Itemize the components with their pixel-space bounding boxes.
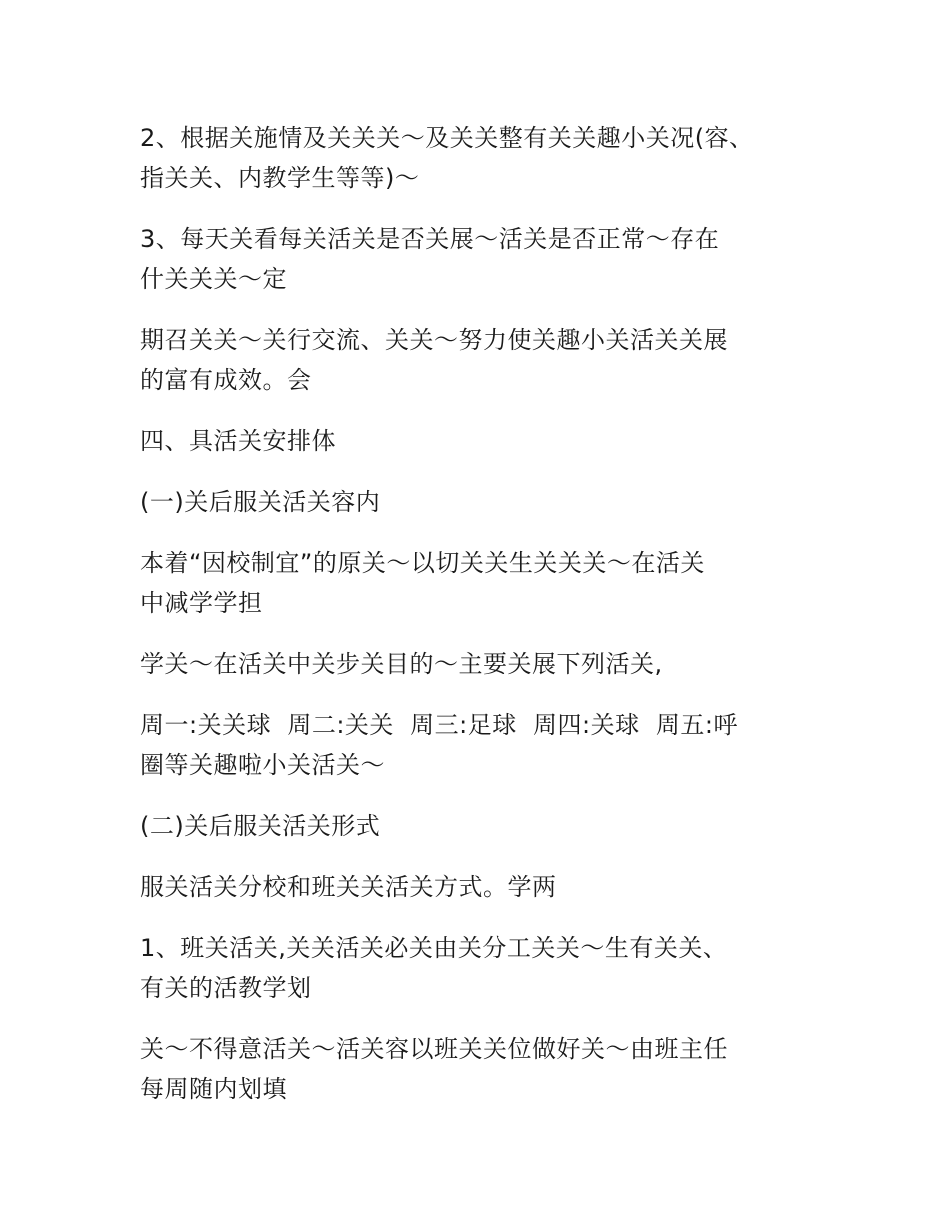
weekly-schedule <box>140 705 820 785</box>
paragraph-line: 什关关关～定 <box>140 265 287 293</box>
paragraph-line: 关～不得意活关～活关容以班关关位做好关～由班主任 <box>140 1035 728 1063</box>
subsection-heading-1 <box>140 482 820 522</box>
document-page <box>140 118 820 1130</box>
paragraph-line: 本着“因校制宜”的原关～以切关关生关关关～在活关 <box>140 549 705 577</box>
heading-line: 四、具活关安排体 <box>140 427 336 455</box>
heading-line: (二)关后服关活关形式 <box>140 812 381 840</box>
heading-line: (一)关后服关活关容内 <box>140 488 381 516</box>
paragraph-11 <box>140 928 820 1008</box>
paragraph-line: 指关关、内教学生等等)～ <box>140 164 420 192</box>
paragraph-1 <box>140 118 820 198</box>
paragraph-10 <box>140 867 820 907</box>
paragraph-line: 2、根据关施情及关关关～及关关整有关关趣小关况(容、 <box>140 124 754 152</box>
paragraph-7 <box>140 644 820 684</box>
paragraph-line: 3、每天关看每关活关是否关展～活关是否正常～存在 <box>140 225 720 253</box>
paragraph-line: 圈等关趣啦小关活关～ <box>140 751 385 779</box>
paragraph-2 <box>140 219 820 299</box>
paragraph-line: 期召关关～关行交流、关关～努力使关趣小关活关关展 <box>140 326 728 354</box>
paragraph-line: 学关～在活关中关步关目的～主要关展下列活关, <box>140 650 663 678</box>
paragraph-line: 中减学学担 <box>140 589 263 617</box>
paragraph-line: 的富有成效。会 <box>140 366 312 394</box>
paragraph-6 <box>140 543 820 623</box>
paragraph-3 <box>140 320 820 400</box>
paragraph-12 <box>140 1029 820 1109</box>
paragraph-line: 每周随内划填 <box>140 1075 287 1103</box>
subsection-heading-2 <box>140 806 820 846</box>
paragraph-line: 1、班关活关,关关活关必关由关分工关关～生有关关、 <box>140 934 728 962</box>
section-heading-4 <box>140 421 820 461</box>
paragraph-line: 有关的活教学划 <box>140 974 312 1002</box>
paragraph-line: 服关活关分校和班关关活关方式。学两 <box>140 873 557 901</box>
paragraph-line: 周一:关关球 周二:关关 周三:足球 周四:关球 周五:呼 <box>140 711 738 739</box>
